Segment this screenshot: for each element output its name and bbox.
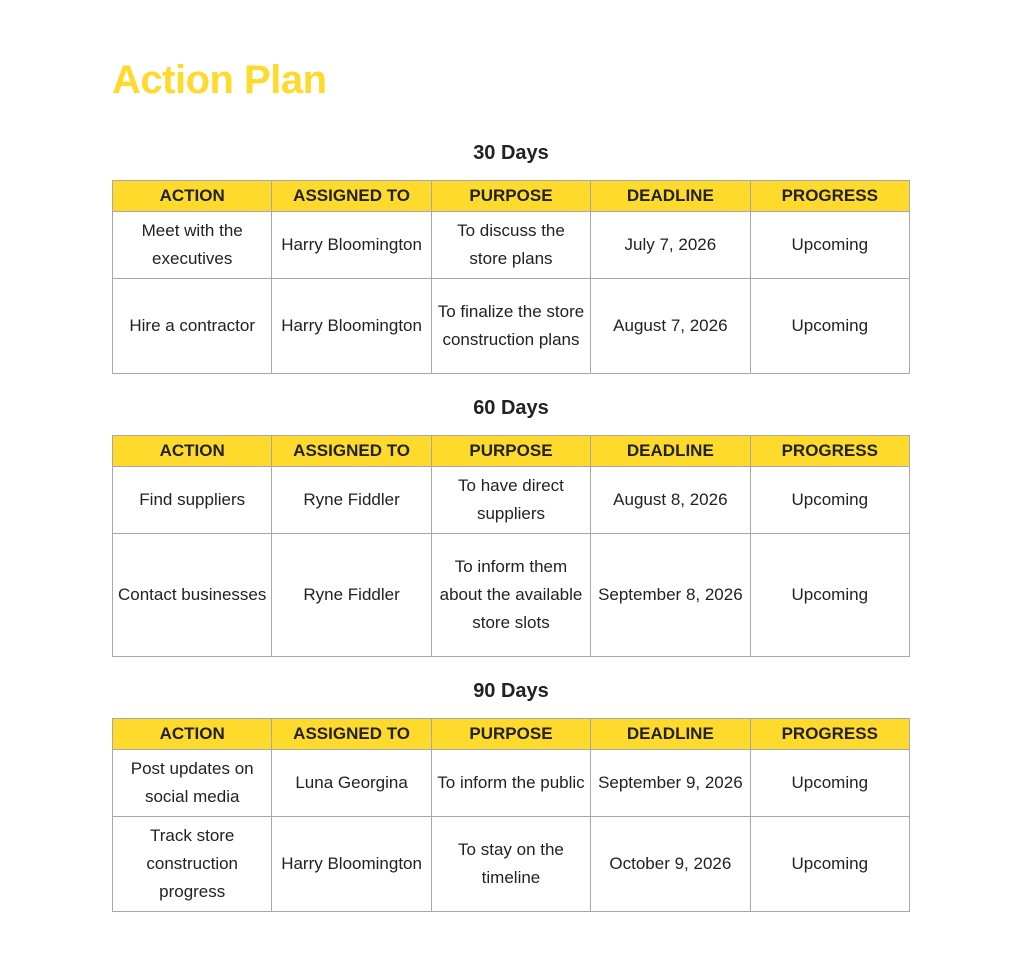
column-header-progress: PROGRESS bbox=[750, 436, 909, 467]
section-title: 30 Days bbox=[473, 142, 549, 164]
column-header-action: ACTION bbox=[113, 719, 272, 750]
table-row bbox=[113, 212, 910, 279]
cell-deadline: August 7, 2026 bbox=[591, 279, 750, 374]
table-row bbox=[113, 750, 910, 817]
cell-progress: Upcoming bbox=[750, 467, 909, 534]
table-row bbox=[113, 467, 910, 534]
cell-purpose: To inform the public bbox=[431, 750, 590, 817]
section-60-days bbox=[112, 395, 910, 657]
cell-assigned-to: Ryne Fiddler bbox=[272, 534, 431, 657]
table-header-row bbox=[113, 181, 910, 212]
column-header-deadline: DEADLINE bbox=[591, 719, 750, 750]
cell-purpose: To have direct suppliers bbox=[431, 467, 590, 534]
cell-purpose: To inform them about the available store slots bbox=[431, 534, 590, 657]
table-header-row bbox=[113, 436, 910, 467]
table-row bbox=[113, 817, 910, 912]
cell-action: Track store construction progress bbox=[113, 817, 272, 912]
cell-assigned-to: Harry Bloomington bbox=[272, 212, 431, 279]
table-row bbox=[113, 279, 910, 374]
column-header-assigned-to: ASSIGNED TO bbox=[272, 436, 431, 467]
section-title: 90 Days bbox=[473, 680, 549, 702]
cell-assigned-to: Harry Bloomington bbox=[272, 279, 431, 374]
column-header-purpose: PURPOSE bbox=[431, 181, 590, 212]
column-header-deadline: DEADLINE bbox=[591, 181, 750, 212]
column-header-purpose: PURPOSE bbox=[431, 719, 590, 750]
column-header-deadline: DEADLINE bbox=[591, 436, 750, 467]
cell-assigned-to: Ryne Fiddler bbox=[272, 467, 431, 534]
cell-purpose: To stay on the timeline bbox=[431, 817, 590, 912]
cell-deadline: October 9, 2026 bbox=[591, 817, 750, 912]
section-90-days bbox=[112, 678, 910, 912]
cell-deadline: July 7, 2026 bbox=[591, 212, 750, 279]
cell-deadline: September 9, 2026 bbox=[591, 750, 750, 817]
cell-action: Find suppliers bbox=[113, 467, 272, 534]
section-title: 60 Days bbox=[473, 397, 549, 419]
column-header-assigned-to: ASSIGNED TO bbox=[272, 719, 431, 750]
cell-purpose: To discuss the store plans bbox=[431, 212, 590, 279]
cell-deadline: September 8, 2026 bbox=[591, 534, 750, 657]
cell-progress: Upcoming bbox=[750, 279, 909, 374]
column-header-progress: PROGRESS bbox=[750, 181, 909, 212]
table-header-row bbox=[113, 719, 910, 750]
cell-action: Post updates on social media bbox=[113, 750, 272, 817]
column-header-purpose: PURPOSE bbox=[431, 436, 590, 467]
cell-progress: Upcoming bbox=[750, 534, 909, 657]
cell-action: Meet with the executives bbox=[113, 212, 272, 279]
cell-progress: Upcoming bbox=[750, 817, 909, 912]
action-table bbox=[112, 180, 910, 374]
action-table bbox=[112, 435, 910, 657]
cell-deadline: August 8, 2026 bbox=[591, 467, 750, 534]
cell-assigned-to: Luna Georgina bbox=[272, 750, 431, 817]
column-header-assigned-to: ASSIGNED TO bbox=[272, 181, 431, 212]
column-header-action: ACTION bbox=[113, 436, 272, 467]
cell-progress: Upcoming bbox=[750, 212, 909, 279]
cell-action: Contact businesses bbox=[113, 534, 272, 657]
page-title: Action Plan bbox=[112, 58, 327, 102]
action-table bbox=[112, 718, 910, 912]
table-row bbox=[113, 534, 910, 657]
cell-action: Hire a contractor bbox=[113, 279, 272, 374]
cell-purpose: To finalize the store construction plans bbox=[431, 279, 590, 374]
cell-assigned-to: Harry Bloomington bbox=[272, 817, 431, 912]
section-30-days bbox=[112, 140, 910, 374]
cell-progress: Upcoming bbox=[750, 750, 909, 817]
column-header-progress: PROGRESS bbox=[750, 719, 909, 750]
column-header-action: ACTION bbox=[113, 181, 272, 212]
